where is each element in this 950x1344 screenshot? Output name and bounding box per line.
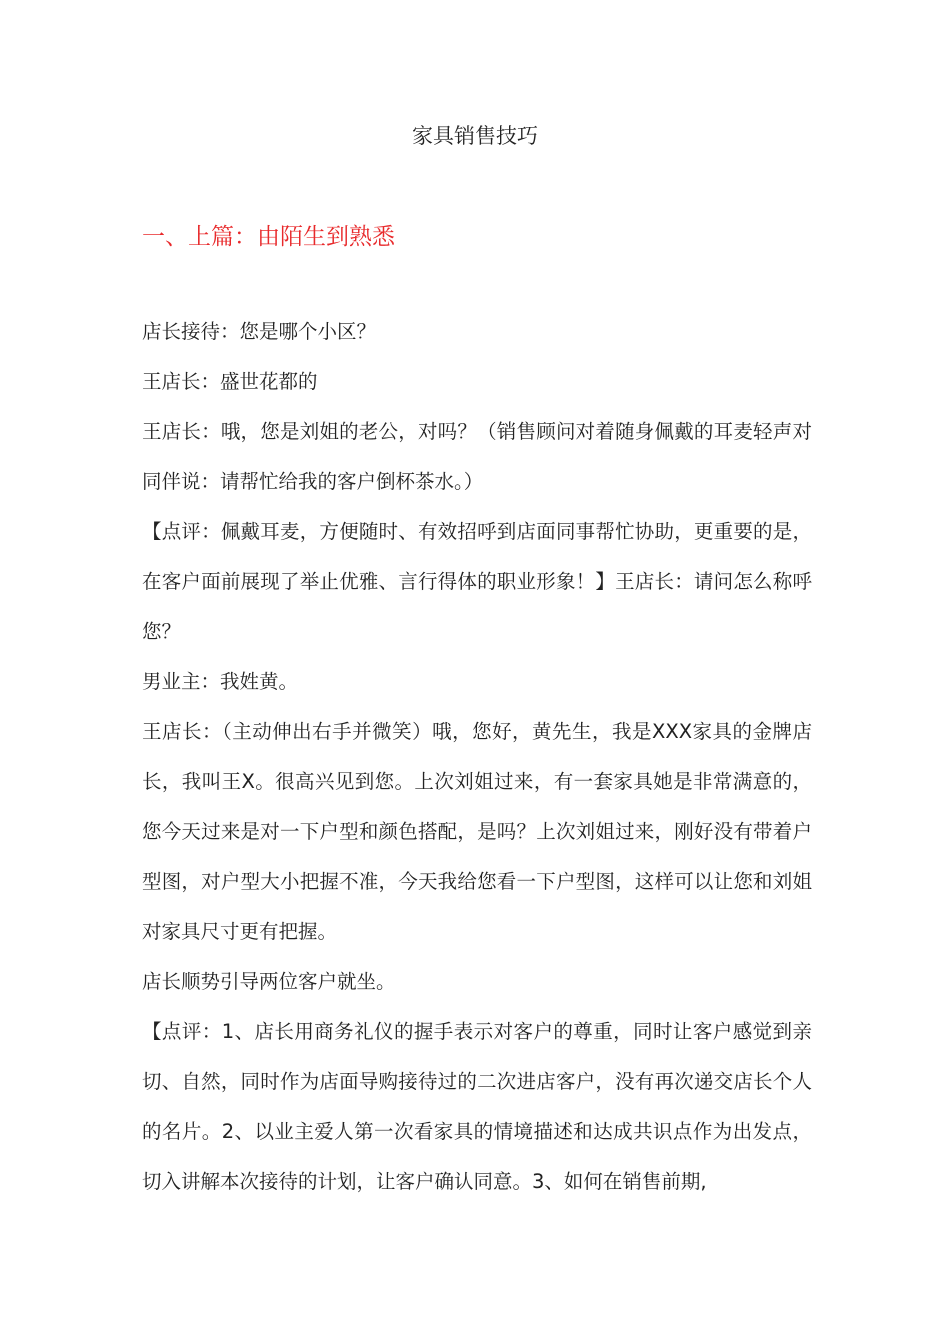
document-title: 家具销售技巧 [412, 124, 538, 148]
paragraph: 王店长：（主动伸出右手并微笑）哦，您好，黄先生，我是XXX家具的金牌店长，我叫王X。很高兴见到您。上次刘姐过来，有一套家具她是非常满意的，您今天过来是对一下户型和颜色搭配，是吗？上次刘姐过来，刚好没有带着户型图，对户型大小把握不准，今天我给您看一下户型图，这样可以让您和刘姐对家具尺寸更有把握。 [142, 720, 812, 943]
paragraph: 【点评：佩戴耳麦，方便随时、有效招呼到店面同事帮忙协助，更重要的是，在客户面前展现了举止优雅、言行得体的职业形象！】王店长：请问怎么称呼您？ [142, 520, 812, 643]
paragraph: 店长接待：您是哪个小区？ [142, 320, 377, 343]
paragraph: 王店长：哦，您是刘姐的老公，对吗？（销售顾问对着随身佩戴的耳麦轻声对同伴说：请帮忙给我的客户倒杯茶水。） [142, 420, 812, 493]
section-heading: 一、上篇：由陌生到熟悉 [142, 224, 395, 250]
document-body [142, 307, 812, 1207]
paragraph: 男业主：我姓黄。 [142, 670, 299, 693]
paragraph: 【点评：1、店长用商务礼仪的握手表示对客户的尊重，同时让客户感觉到亲切、自然，同时作为店面导购接待过的二次进店客户，没有再次递交店长个人的名片。2、以业主爱人第一次看家具的情境描述和达成共识点作为出发点，切入讲解本次接待的计划，让客户确认同意。3、如何在销售前期, [142, 1020, 812, 1193]
paragraph: 店长顺势引导两位客户就坐。 [142, 970, 396, 993]
paragraph: 王店长：盛世花都的 [142, 370, 318, 393]
